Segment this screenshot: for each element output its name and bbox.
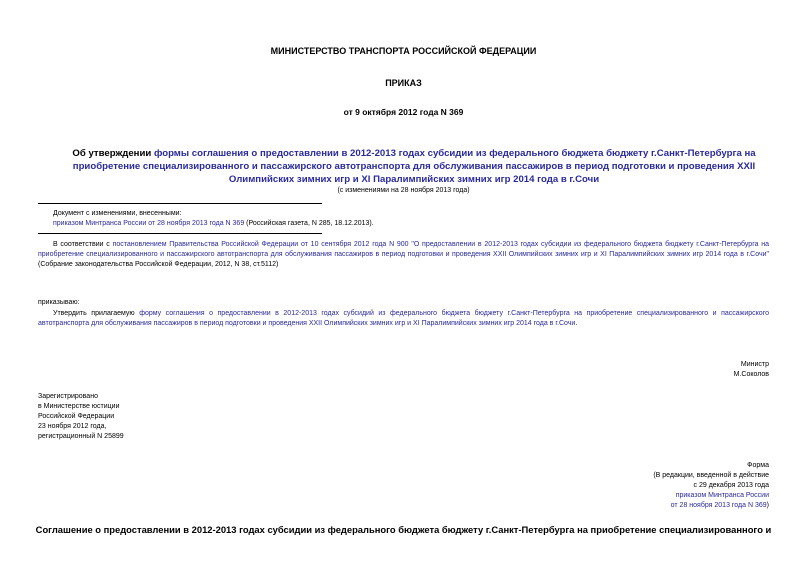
- form-order-link[interactable]: приказом Минтранса России: [675, 492, 769, 499]
- doc-changes-suffix: (Российская газета, N 285, 18.12.2013).: [244, 220, 374, 227]
- doc-changes-link[interactable]: приказом Минтранса России от 28 ноября 2013 года N 369: [53, 220, 245, 227]
- title-prefix: Об утверждении: [72, 148, 154, 159]
- registration-block: [38, 392, 124, 442]
- bottom-divider: [38, 233, 322, 234]
- doc-changes-label: Документ с изменениями, внесенными:: [53, 210, 182, 217]
- order-date: от 9 октября 2012 года N 369: [343, 107, 464, 117]
- form-effective: с 29 декабря 2013 года: [693, 482, 769, 489]
- form-label: Форма: [747, 462, 769, 469]
- ministry-heading: МИНИСТЕРСТВО ТРАНСПОРТА РОССИЙСКОЙ ФЕДЕРАЦИИ: [270, 46, 537, 56]
- doc-changes-box: [53, 209, 374, 229]
- order-heading: ПРИКАЗ: [385, 78, 422, 88]
- document-title: [58, 147, 770, 186]
- basis-prefix: В соответствии с: [53, 241, 113, 248]
- title-form-link[interactable]: формы соглашения о предоставлении в 2012-2013 годах субсидии из федерального бюджета бюджету г.Санкт-Петербурга на приобретение специализированного и пассажирского автотранспорта для обслуживания пассажиров в период подготовки и проведения XXII Олимпийских зимних игр и XI Паралимпийских зимних игр 2014 года в г.Сочи: [72, 148, 756, 185]
- form-edition: (В редакции, введенной в действие: [653, 472, 769, 479]
- form-close-paren: ): [766, 502, 769, 509]
- basis-suffix: (Собрание законодательства Российской Федерации, 2012, N 38, ст.5112): [38, 261, 279, 268]
- signature-position: Министр: [740, 361, 769, 368]
- agreement-title: Соглашение о предоставлении в 2012-2013 годах субсидии из федерального бюджета бюджету г.Санкт-Петербурга на приобретение специализированного и: [35, 524, 772, 535]
- registration-line: Российской Федерации: [38, 413, 115, 420]
- basis-paragraph: [38, 240, 769, 270]
- amendments-note: (с изменениями на 28 ноября 2013 года): [337, 187, 470, 194]
- signature-block: [600, 360, 769, 380]
- approve-paragraph: [38, 309, 769, 329]
- registration-line: 23 ноября 2012 года,: [38, 423, 107, 430]
- registration-line: регистрационный N 25899: [38, 433, 124, 440]
- form-header-block: [560, 461, 769, 511]
- basis-decree-link[interactable]: постановлением Правительства Российской Федерации от 10 сентября 2012 года N 900 "О предоставлении в 2012-2013 годах субсидии из федерального бюджета бюджету г.Санкт-Петербурга на приобретение специализированного и пассажирского автотранспорта для обслуживания пассажиров в период подготовки и проведения XXII Олимпийских зимних игр и XI Паралимпийских зимних игр 2014 года в г.Сочи": [38, 241, 770, 258]
- form-order-date-link[interactable]: от 28 ноября 2013 года N 369: [670, 502, 767, 509]
- approve-prefix: Утвердить прилагаемую: [53, 310, 140, 317]
- registration-line: в Министерстве юстиции: [38, 403, 120, 410]
- orders-label: приказываю:: [38, 299, 80, 306]
- registration-line: Зарегистрировано: [38, 393, 98, 400]
- approve-suffix: .: [575, 320, 578, 327]
- approve-form-link[interactable]: форму соглашения о предоставлении в 2012-2013 годах субсидий из федерального бюджета бюджету г.Санкт-Петербурга на приобретение специализированного и пассажирского автотранспорта для обслуживания пассажиров в период подготовки и проведения XXII Олимпийских зимних игр и XI Паралимпийских зимних игр 2014 года в г.Сочи: [38, 310, 769, 327]
- top-divider: [38, 203, 322, 204]
- signature-name: М.Соколов: [733, 371, 769, 378]
